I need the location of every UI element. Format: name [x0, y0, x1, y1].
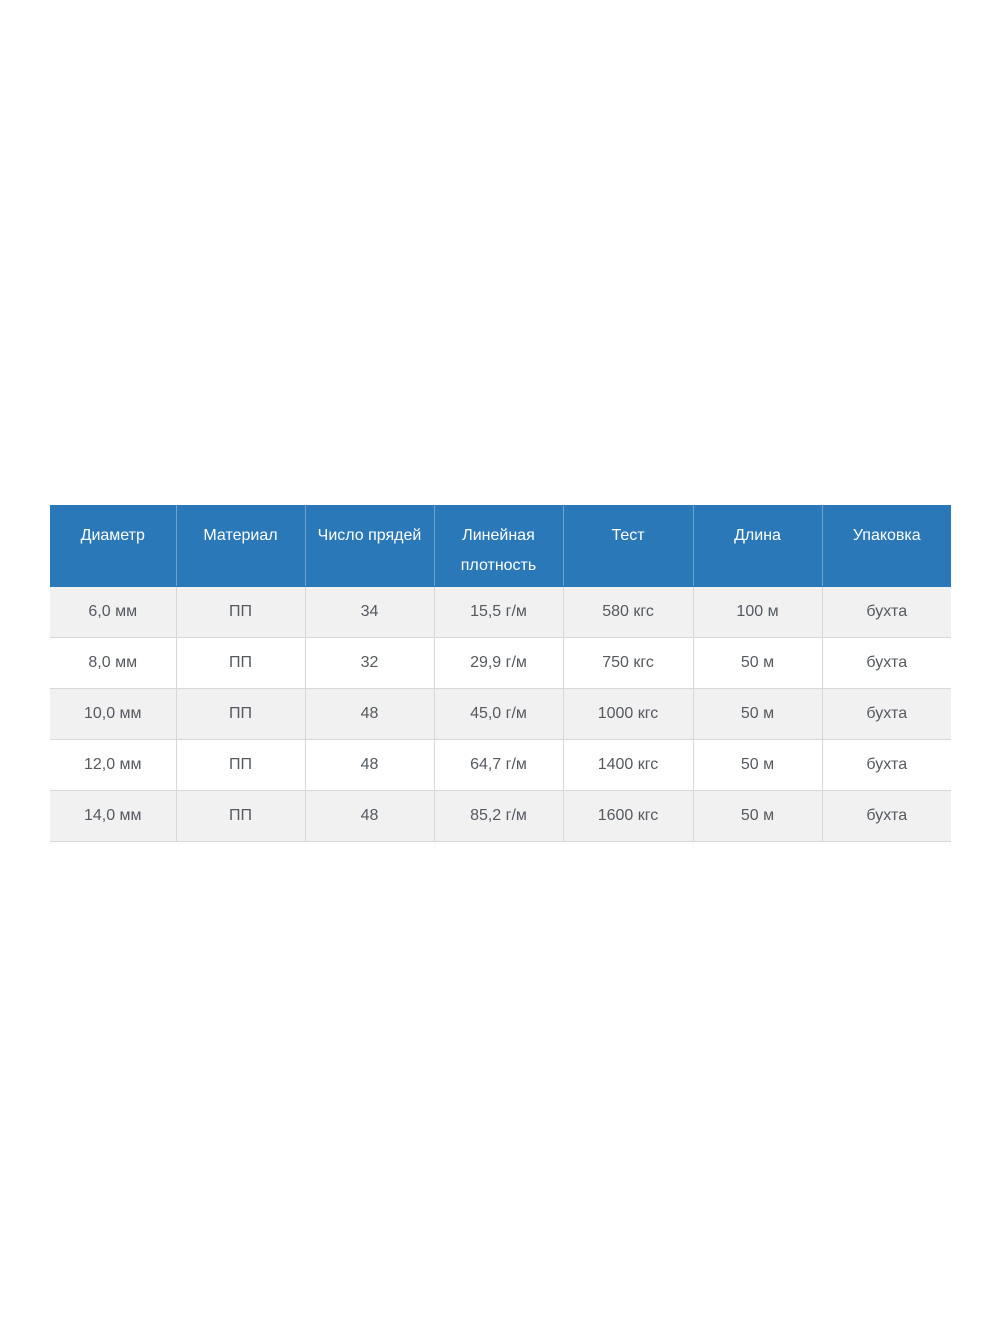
- header-packaging: [822, 505, 951, 586]
- cell-diameter: 14,0 мм: [50, 790, 176, 841]
- cell-material: ПП: [176, 688, 305, 739]
- cell-packaging: бухта: [822, 637, 951, 688]
- table-row: [50, 586, 951, 637]
- cell-linear-density: 85,2 г/м: [434, 790, 563, 841]
- cell-diameter: 12,0 мм: [50, 739, 176, 790]
- header-label: Диаметр: [80, 527, 145, 544]
- header-label: Линейная: [462, 527, 535, 544]
- cell-material: ПП: [176, 790, 305, 841]
- cell-linear-density: 45,0 г/м: [434, 688, 563, 739]
- cell-test: 1600 кгс: [563, 790, 693, 841]
- cell-packaging: бухта: [822, 790, 951, 841]
- cell-length: 50 м: [693, 739, 822, 790]
- header-label: Число прядей: [317, 527, 422, 544]
- cell-length: 100 м: [693, 586, 822, 637]
- header-label: Тест: [611, 527, 645, 544]
- table-body: [50, 586, 951, 841]
- header-label: Длина: [734, 527, 781, 544]
- cell-test: 1400 кгс: [563, 739, 693, 790]
- cell-strands: 48: [305, 739, 434, 790]
- cell-material: ПП: [176, 637, 305, 688]
- header-row: [50, 505, 951, 586]
- cell-strands: 48: [305, 688, 434, 739]
- cell-length: 50 м: [693, 637, 822, 688]
- table-row: [50, 739, 951, 790]
- cell-test: 1000 кгс: [563, 688, 693, 739]
- header-label: Упаковка: [852, 527, 921, 544]
- cell-diameter: 8,0 мм: [50, 637, 176, 688]
- cell-packaging: бухта: [822, 586, 951, 637]
- cell-packaging: бухта: [822, 739, 951, 790]
- cell-strands: 32: [305, 637, 434, 688]
- cell-length: 50 м: [693, 688, 822, 739]
- header-material: [176, 505, 305, 586]
- cell-linear-density: 15,5 г/м: [434, 586, 563, 637]
- cell-test: 580 кгс: [563, 586, 693, 637]
- cell-material: ПП: [176, 739, 305, 790]
- header-linear-density: [434, 505, 563, 586]
- table-row: [50, 688, 951, 739]
- header-test: [563, 505, 693, 586]
- table-row: [50, 790, 951, 841]
- table-header: [50, 505, 951, 586]
- cell-linear-density: 29,9 г/м: [434, 637, 563, 688]
- header-diameter: [50, 505, 176, 586]
- spec-table: [50, 505, 951, 842]
- header-length: [693, 505, 822, 586]
- cell-strands: 34: [305, 586, 434, 637]
- cell-diameter: 6,0 мм: [50, 586, 176, 637]
- cell-linear-density: 64,7 г/м: [434, 739, 563, 790]
- header-strands: [305, 505, 434, 586]
- table-row: [50, 637, 951, 688]
- cell-material: ПП: [176, 586, 305, 637]
- cell-strands: 48: [305, 790, 434, 841]
- cell-length: 50 м: [693, 790, 822, 841]
- cell-packaging: бухта: [822, 688, 951, 739]
- header-label: плотность: [460, 557, 537, 574]
- header-label: Материал: [203, 527, 278, 544]
- cell-diameter: 10,0 мм: [50, 688, 176, 739]
- cell-test: 750 кгс: [563, 637, 693, 688]
